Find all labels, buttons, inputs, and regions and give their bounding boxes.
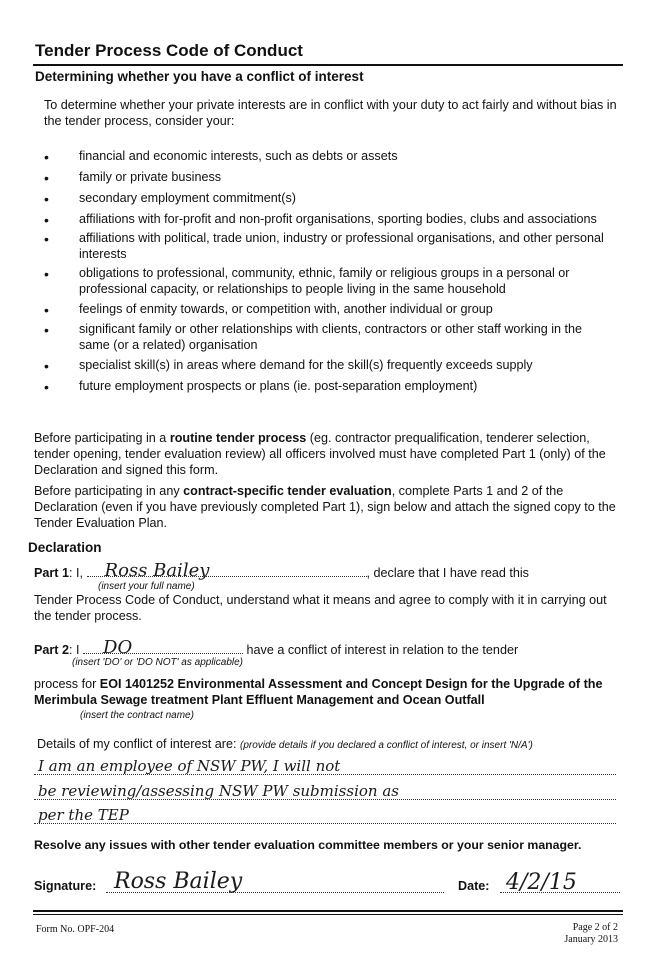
list-item: • secondary employment commitment(s) [44,190,614,206]
details-line [37,736,533,754]
resolve-instruction: Resolve any issues with other tender evaluation committee members or your senior manager. [34,838,582,852]
details-handwriting-2: be reviewing/assessing NSW PW submission as [38,782,399,800]
footer-divider-2 [33,914,623,915]
details-label: Details of my conflict of interest are: [37,737,240,751]
routine-paragraph [34,430,619,478]
conflict-status-handwriting: DO [103,637,133,658]
details-handwriting-1: I am an employee of NSW PW, I will not [38,757,341,775]
date-handwriting: 4/2/15 [506,870,577,895]
date-field[interactable] [500,870,620,895]
contract-text-bold: contract-specific tender evaluation [183,484,392,498]
title-divider [33,64,623,66]
part1-hint: (insert your full name) [98,581,195,592]
revision-date: January 2013 [564,934,618,945]
signature-field[interactable] [106,869,444,894]
date-row [458,878,490,894]
full-name-field[interactable] [87,560,367,581]
contract-name-paragraph [34,676,624,708]
details-field-line-2[interactable] [34,781,616,800]
full-name-handwriting: Ross Bailey [104,560,210,581]
contract-text-before: Before participating in any [34,484,184,498]
form-number: Form No. OPF-204 [36,924,115,935]
part1-line [34,560,529,581]
page-number: Page 2 of 2 [572,922,618,933]
list-item: • affiliations with political, trade union, industry or professional organisations, and other personal interests [44,230,614,262]
signature-row [34,878,96,894]
page-title: Tender Process Code of Conduct [35,41,303,60]
details-hint: (provide details if you declared a conflict of interest, or insert 'N/A') [239,740,533,751]
part1-label: Part 1 [34,566,70,580]
list-item: • specialist skill(s) in areas where demand for the skill(s) frequently exceeds supply [44,357,614,373]
list-item: • family or private business [44,169,614,185]
date-label: Date: [458,879,490,893]
interest-list [44,148,614,394]
routine-text-after: (eg. contractor prequalification, tenderer selection, tender opening, tender evaluation review) all officers involved must have completed Part 1 (only) of the Declaration and signed this form. [34,431,606,477]
declaration-heading: Declaration [28,540,102,555]
list-item: • future employment prospects or plans (ie. post-separation employment) [44,378,614,394]
signature-handwriting: Ross Bailey [114,869,243,894]
signature-label: Signature: [34,879,97,893]
details-handwriting-3: per the TEP [38,806,129,824]
part2-label: Part 2 [34,643,70,657]
part1-prefix: : I, [69,566,87,580]
part2-suffix: have a conflict of interest in relation to the tender [243,643,519,657]
part2-hint: (insert 'DO' or 'DO NOT' as applicable) [72,657,244,668]
part2-line [34,637,519,658]
part1-continuation: Tender Process Code of Conduct, understand what it means and agree to comply with it in carrying out the tender process. [34,593,607,623]
list-item: • feelings of enmity towards, or competition with, another individual or group [44,301,614,317]
details-field-line-3[interactable] [34,805,616,824]
footer-divider-1 [33,910,623,912]
list-item: • affiliations with for-profit and non-profit organisations, sporting bodies, clubs and associations [44,211,614,227]
details-field-line-1[interactable] [34,756,616,775]
list-item: • obligations to professional, community, ethnic, family or religious groups in a personal or professional capacity, or relationships to people living in the same household [44,265,614,297]
process-for-text: process for [34,677,100,691]
routine-text-before: Before participating in a [34,431,170,445]
contract-paragraph [34,483,619,531]
list-item: • significant family or other relationships with clients, contractors or other staff working in the same (or a related) organisation [44,321,614,353]
conflict-status-field[interactable] [83,637,243,658]
part2-prefix: : I [69,643,84,657]
contract-name: EOI 1401252 Environmental Assessment and Concept Design for the Upgrade of the Merimbula Sewage treatment Plant Effluent Management and Ocean Outfall [34,677,603,707]
section-subtitle: Determining whether you have a conflict of interest [35,69,364,84]
page-info [564,922,618,946]
contract-name-hint: (insert the contract name) [80,710,194,721]
intro-paragraph: To determine whether your private interests are in conflict with your duty to act fairly and without bias in the tender process, consider your: [44,98,617,128]
list-item: • financial and economic interests, such as debts or assets [44,148,614,164]
part1-suffix: , declare that I have read this [366,566,529,580]
contract-text-after: , complete Parts 1 and 2 of the Declaration (even if you have previously completed Part 1), sign below and attach the signed copy to the Tender Evaluation Plan. [34,484,616,530]
routine-text-bold: routine tender process [169,431,307,445]
